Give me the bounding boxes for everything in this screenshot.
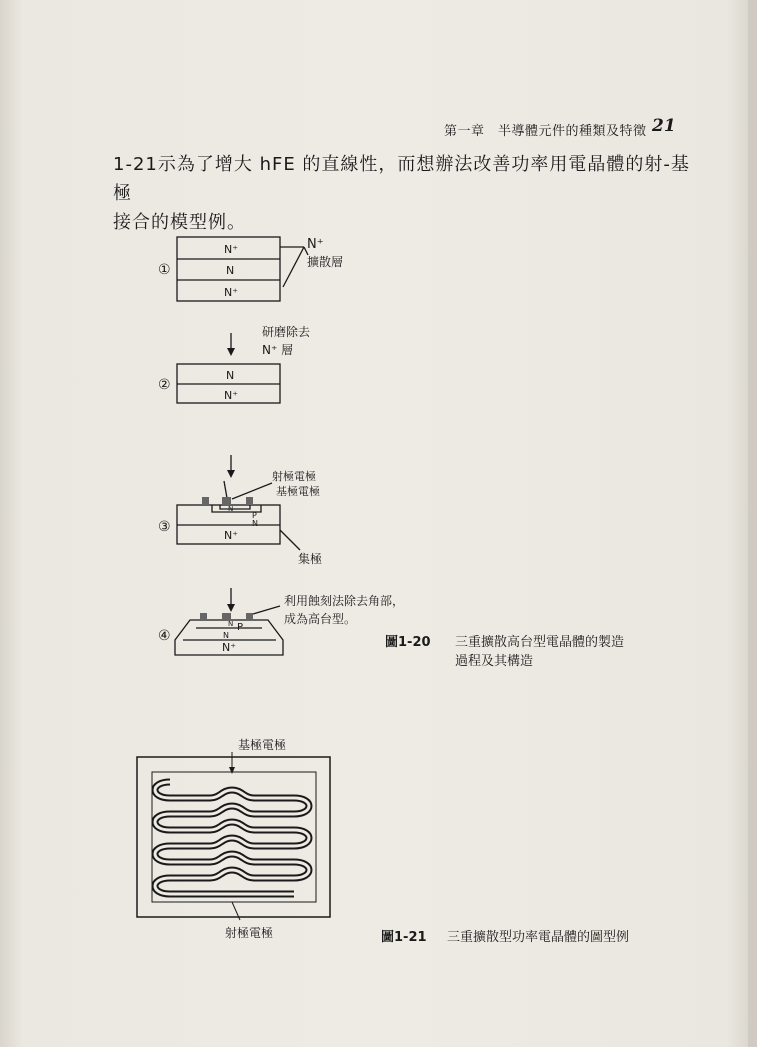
step4-note-line1: 利用蝕刻法除去角部， [284, 594, 405, 608]
figure-1-21-base-label: 基極電極 [238, 738, 287, 752]
step2-layer-nplus: N⁺ [224, 389, 239, 402]
step3-layer-p: P [252, 511, 257, 520]
figure-1-21-number: 圖1-21 [381, 930, 427, 945]
figure-1-20-number: 圖1-20 [385, 635, 431, 650]
step4-layer-n-top: N [228, 620, 234, 628]
step1-note-nplus: N⁺ [307, 237, 324, 252]
step3-base-label: 基極電極 [276, 485, 320, 498]
figure-1-21-caption [381, 928, 681, 947]
step3-layer-n: N [252, 519, 258, 528]
step3-layer-nplus: N⁺ [224, 529, 239, 542]
step1-layer-top: N⁺ [224, 243, 239, 256]
step3-layer-n-top: N [228, 505, 234, 513]
step-3-marker: ③ [158, 519, 171, 535]
step1-layer-bottom: N⁺ [224, 286, 239, 299]
paragraph-line-2: 接合的模型例。 [113, 212, 246, 233]
step3-collector-label: 集極 [298, 552, 323, 566]
figure-1-21-caption-text: 三重擴散型功率電晶體的圖型例 [447, 930, 630, 945]
step1-note-diffusion: 擴散層 [307, 255, 344, 269]
figure-1-20-caption [385, 633, 665, 671]
step3-emitter-label: 射極電極 [272, 470, 316, 483]
step3-collector-leader [280, 530, 300, 550]
step-4-marker: ④ [158, 628, 171, 644]
page-number: 21 [652, 116, 676, 136]
figure-1-21-emitter-label: 射極電極 [225, 926, 274, 940]
figure-1-20-caption-line1: 三重擴散高台型電晶體的製造 [455, 635, 625, 650]
step4-layer-n: N [223, 631, 229, 640]
step4-layer-p: P [237, 622, 244, 633]
step4-note-line2: 成為高台型。 [284, 612, 357, 626]
figure-1-20-caption-line2: 過程及其構造 [455, 654, 534, 669]
step1-layer-middle: N [226, 264, 235, 277]
figure-1-21-comb-pattern [137, 752, 330, 920]
step3-emitter-leader [224, 481, 227, 498]
step4-layer-nplus: N⁺ [222, 641, 237, 654]
paragraph-line-1: 1-21示為了增大 hFE 的直線性，而想辦法改善功率用電晶體的射-基極 [113, 154, 690, 204]
grind-note-line2: N⁺ 層 [262, 343, 294, 357]
step-1-marker: ① [158, 262, 171, 278]
step-2-marker: ② [158, 377, 171, 393]
step2-layer-n: N [226, 369, 235, 382]
grind-note-line1: 研磨除去 [262, 325, 311, 339]
chapter-title: 第一章 半導體元件的種類及特徵 [444, 124, 647, 139]
